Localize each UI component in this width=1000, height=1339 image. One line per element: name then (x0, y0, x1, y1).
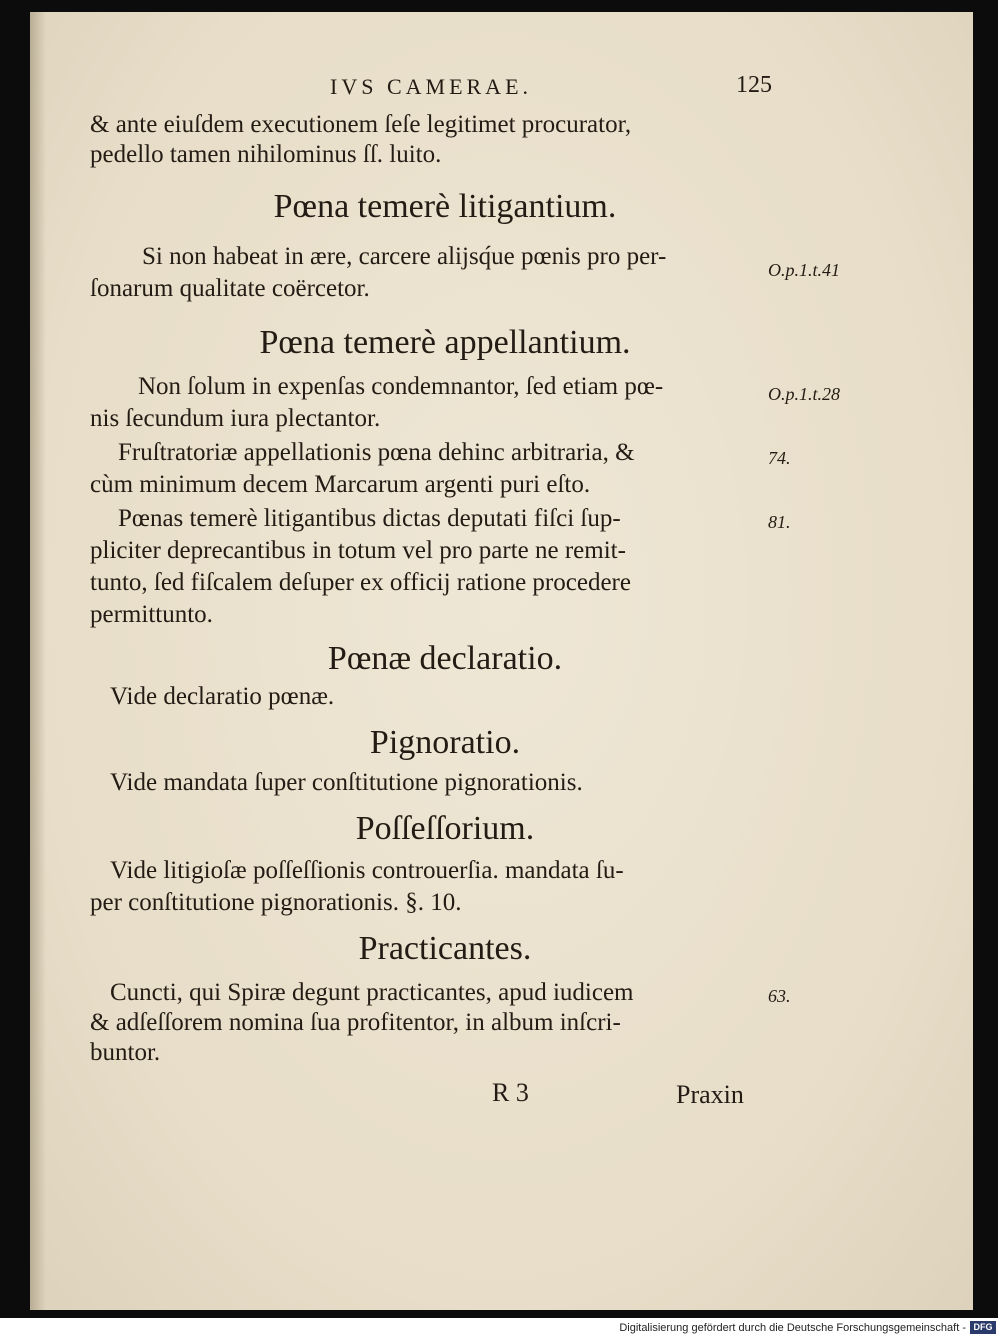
text-line: cùm minimum decem Marcarum argenti puri eſto. (90, 471, 591, 498)
text-line: pedello tamen nihilominus ſſ. luito. (90, 141, 442, 168)
text-line: Vide litigioſæ poſſeſſionis controuerſia. mandata ſu- (110, 857, 624, 884)
margin-note: 74. (768, 448, 791, 468)
margin-note: O.p.1.t.41 (768, 260, 840, 280)
catchword: Praxin (676, 1080, 744, 1109)
text-line: per conſtitutione pignorationis. §. 10. (90, 889, 462, 916)
book-page (30, 12, 973, 1310)
text-line: Cuncti, qui Spiræ degunt practicantes, apud iudicem (110, 979, 634, 1006)
dfg-logo: DFG (970, 1321, 996, 1334)
text-line: & adſeſſorem nomina ſua profitentor, in album inſcri- (90, 1009, 621, 1036)
digitization-credit: Digitalisierung gefördert durch die Deutsche Forschungsgemeinschaft - (619, 1322, 966, 1334)
text-line: Vide declaratio pœnæ. (110, 683, 335, 710)
text-line: Si non habeat in ære, carcere alijsq́ue pœnis pro per- (142, 243, 667, 270)
text-line: Pœnas temerè litigantibus dictas deputati fiſci ſup- (118, 505, 621, 532)
text-line: tunto, ſed fiſcalem deſuper ex officij ratione procedere (90, 569, 631, 596)
text-line: pliciter deprecantibus in totum vel pro parte ne remit- (90, 537, 626, 564)
section-heading: Pœnæ declaratio. (327, 640, 563, 677)
margin-note: O.p.1.t.28 (768, 384, 840, 404)
margin-note: 63. (768, 986, 791, 1006)
text-line: & ante eiuſdem executionem ſeſe legitimet procurator, (90, 111, 632, 138)
section-heading: Poſſeſſorium. (355, 810, 535, 847)
text-line: Vide mandata ſuper conſtitutione pignorationis. (110, 769, 583, 796)
text-line: nis ſecundum iura plectantor. (90, 405, 381, 432)
running-head: IVS CAMERAE. (330, 74, 533, 99)
signature-mark: R 3 (492, 1078, 529, 1107)
margin-note: 81. (768, 512, 791, 532)
text-line: permittunto. (90, 601, 213, 628)
text-line: buntor. (90, 1039, 161, 1066)
text-line: Fruſtratoriæ appellationis pœna dehinc arbitraria, & (118, 439, 635, 466)
text-line: Non ſolum in expenſas condemnantor, ſed etiam pœ- (138, 373, 664, 400)
page-number: 125 (736, 72, 772, 98)
section-heading: Practicantes. (358, 930, 532, 967)
section-heading: Pœna temerè litigantium. (273, 188, 617, 225)
section-heading: Pœna temerè appellantium. (259, 324, 631, 361)
text-line: ſonarum qualitate coërcetor. (90, 275, 370, 302)
section-heading: Pignoratio. (369, 724, 521, 761)
